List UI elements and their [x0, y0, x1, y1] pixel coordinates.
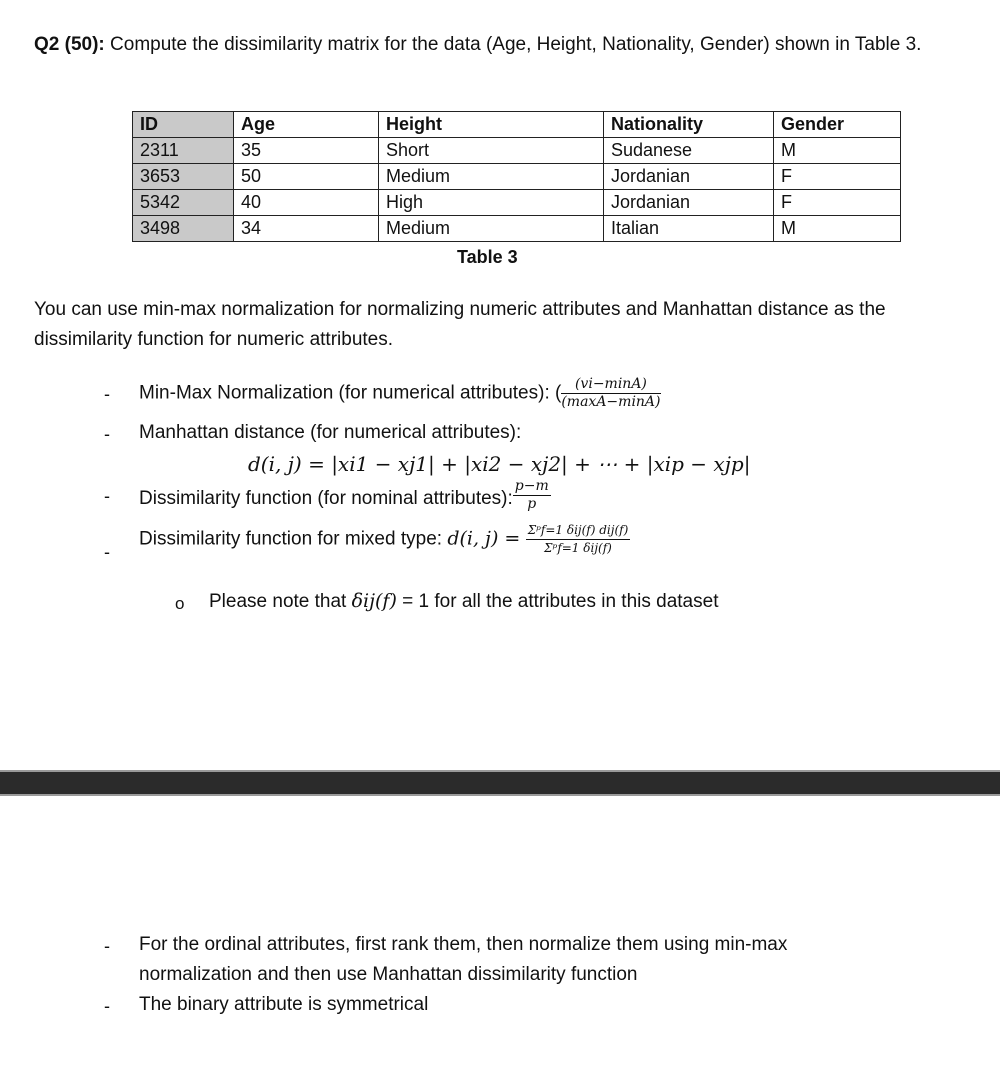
header-cell: Height: [379, 112, 604, 138]
table-cell: Sudanese: [604, 138, 774, 164]
note-prefix: Please note that: [209, 591, 352, 612]
header-cell: Nationality: [604, 112, 774, 138]
note-suffix: = 1 for all the attributes in this dataset: [396, 591, 719, 612]
header-cell: ID: [133, 112, 234, 138]
question-label: Q2 (50):: [34, 34, 105, 55]
bullet-minmax: [139, 376, 661, 411]
table-cell: 50: [234, 164, 379, 190]
manhattan-label: Manhattan distance (for numerical attributes):: [139, 422, 522, 443]
minmax-numerator: (vi−minA): [561, 376, 660, 394]
mixed-label: Dissimilarity function for mixed type:: [139, 528, 448, 550]
note-text: [209, 590, 718, 613]
table-cell: 5342: [133, 190, 234, 216]
minmax-label: Min-Max Normalization (for numerical attributes): (: [139, 382, 562, 404]
table-cell: F: [774, 164, 901, 190]
table-cell: High: [379, 190, 604, 216]
table-cell: M: [774, 138, 901, 164]
binary-text: The binary attribute is symmetrical: [139, 994, 429, 1015]
manhattan-formula: d(i, j) = |xi1 − xj1| + |xi2 − xj2| + ⋯ + |xip − xjp|: [248, 452, 751, 476]
question-text: [34, 30, 974, 60]
nominal-numerator: p−m: [514, 478, 549, 494]
bullet-dash: -: [104, 996, 110, 1016]
page-separator-bar: [0, 770, 1000, 796]
bullet-dash: -: [104, 384, 110, 404]
bullet-dash: -: [104, 486, 110, 506]
table-cell: F: [774, 190, 901, 216]
table-cell: 34: [234, 216, 379, 242]
table-cell: Jordanian: [604, 164, 774, 190]
table-caption: Table 3: [457, 247, 518, 267]
table-cell: 35: [234, 138, 379, 164]
bullet-dash: -: [104, 936, 110, 956]
table-cell: Short: [379, 138, 604, 164]
intro-paragraph: You can use min-max normalization for normalizing numeric attributes and Manhattan distance as the dissimilarity function for numeric attributes.: [34, 299, 886, 350]
data-table: [132, 111, 901, 242]
bullet-mixed: [139, 522, 630, 557]
table-row: [133, 216, 901, 242]
table-row: [133, 190, 901, 216]
nominal-denominator: p: [527, 496, 537, 512]
sub-bullet-circle: o: [175, 594, 185, 613]
table-cell: 3498: [133, 216, 234, 242]
header-cell: Age: [234, 112, 379, 138]
minmax-fraction: [561, 376, 660, 411]
table-cell: Medium: [379, 216, 604, 242]
table-cell: 40: [234, 190, 379, 216]
nominal-fraction: [513, 478, 551, 513]
nominal-label: Dissimilarity function (for nominal attributes):: [139, 488, 513, 509]
delta-symbol: δij(f): [351, 590, 397, 612]
table-cell: Italian: [604, 216, 774, 242]
table-cell: M: [774, 216, 901, 242]
table-cell: Medium: [379, 164, 604, 190]
minmax-denominator: (maxA−minA): [561, 394, 661, 410]
mixed-lhs: d(i, j) =: [447, 527, 521, 550]
header-cell: Gender: [774, 112, 901, 138]
bullet-dash: -: [104, 424, 110, 444]
table-row: [133, 164, 901, 190]
mixed-denominator: Σᵖf=1 δij(f): [544, 541, 612, 555]
table-cell: 3653: [133, 164, 234, 190]
bullet-dash: -: [104, 542, 110, 562]
table-row: [133, 138, 901, 164]
table-cell: Jordanian: [604, 190, 774, 216]
table-header-row: [133, 112, 901, 138]
bullet-nominal: [139, 478, 551, 513]
question-body: Compute the dissimilarity matrix for the data (Age, Height, Nationality, Gender) shown in Table 3.: [104, 34, 922, 55]
table-cell: 2311: [133, 138, 234, 164]
mixed-fraction: [526, 522, 631, 557]
mixed-numerator: Σᵖf=1 δij(f) dij(f): [526, 522, 631, 540]
ordinal-text: For the ordinal attributes, first rank them, then normalize them using min-max normalization and then use Manhattan dissimilarity function: [139, 934, 788, 985]
